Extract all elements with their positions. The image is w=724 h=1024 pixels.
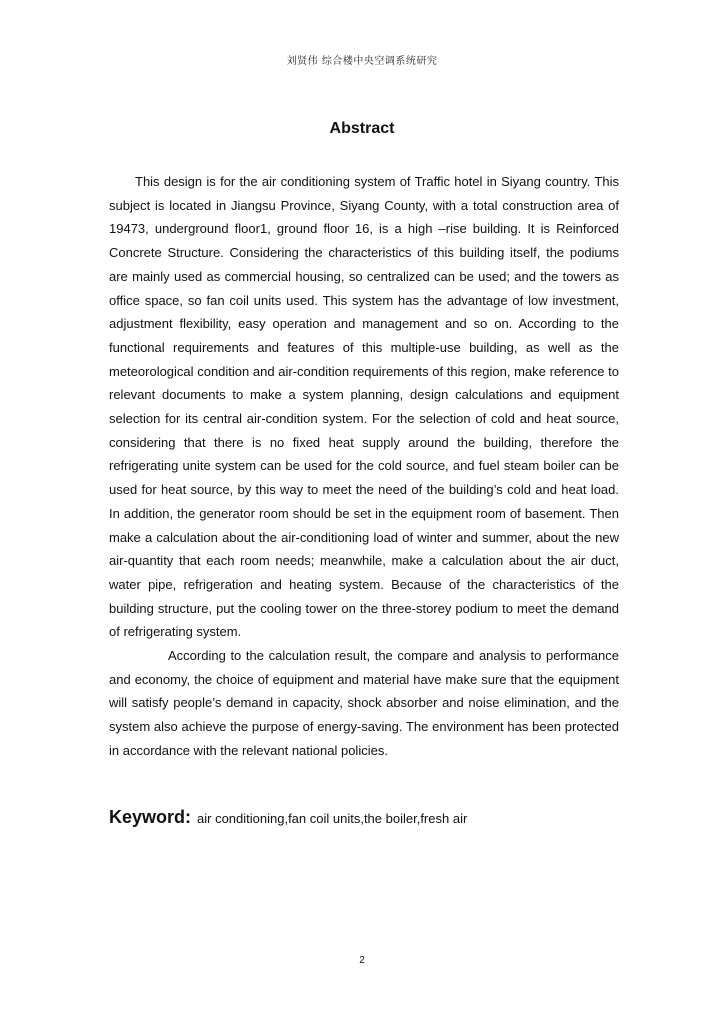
running-header: 刘贤伟 综合楼中央空调系统研究 bbox=[286, 56, 438, 67]
abstract-paragraph-2: According to the calculation result, the compare and analysis to performance and economy, the choice of equipment and material have make sure that the equipment will satisfy people’s demand in capacity, shock absorber and noise elimination, and the system also achieve the purpose of energy-saving. The environment has been protected in accordance with the relevant national policies. bbox=[109, 648, 619, 758]
abstract-paragraph-1: This design is for the air conditioning system of Traffic hotel in Siyang country. This subject is located in Jiangsu Province, Siyang County, with a total construction area of 19473, underground floor1, ground floor 16, is a high –rise building. It is Reinforced Concrete Structure. Considering the characteristics of this building itself, the podiums are mainly used as commercial housing, so centralized can be used; and the towers as office space, so fan coil units used. This system has the advantage of low investment, adjustment flexibility, easy operation and management and so on. According to the functional requirements and features of this multiple-use building, as well as the meteorological condition and air-condition requirements of this region, make reference to relevant documents to make a system planning, design calculations and equipment selection for its central air-condition system. For the selection of cold and heat source, considering that there is no fixed heat supply around the building, therefore the refrigerating unite system can be used for the cold source, and fuel steam boiler can be used for heat source, by this way to meet the need of the building’s cold and heat load. In addition, the generator room should be set in the equipment room of basement. Then make a calculation about the air-conditioning load of winter and summer, about the new air-quantity that each room needs; meanwhile, make a calculation about the air duct, water pipe, refrigeration and heating system. Because of the characteristics of the building structure, put the cooling tower on the three-storey podium to meet the demand of refrigerating system. bbox=[109, 174, 619, 640]
page-number: 2 bbox=[359, 955, 365, 966]
abstract-body bbox=[109, 170, 619, 763]
keyword-label: Keyword: bbox=[109, 807, 192, 827]
keyword-row bbox=[109, 807, 629, 828]
abstract-title: Abstract bbox=[329, 120, 395, 137]
keyword-list: air conditioning,fan coil units,the boiler,fresh air bbox=[197, 811, 468, 826]
